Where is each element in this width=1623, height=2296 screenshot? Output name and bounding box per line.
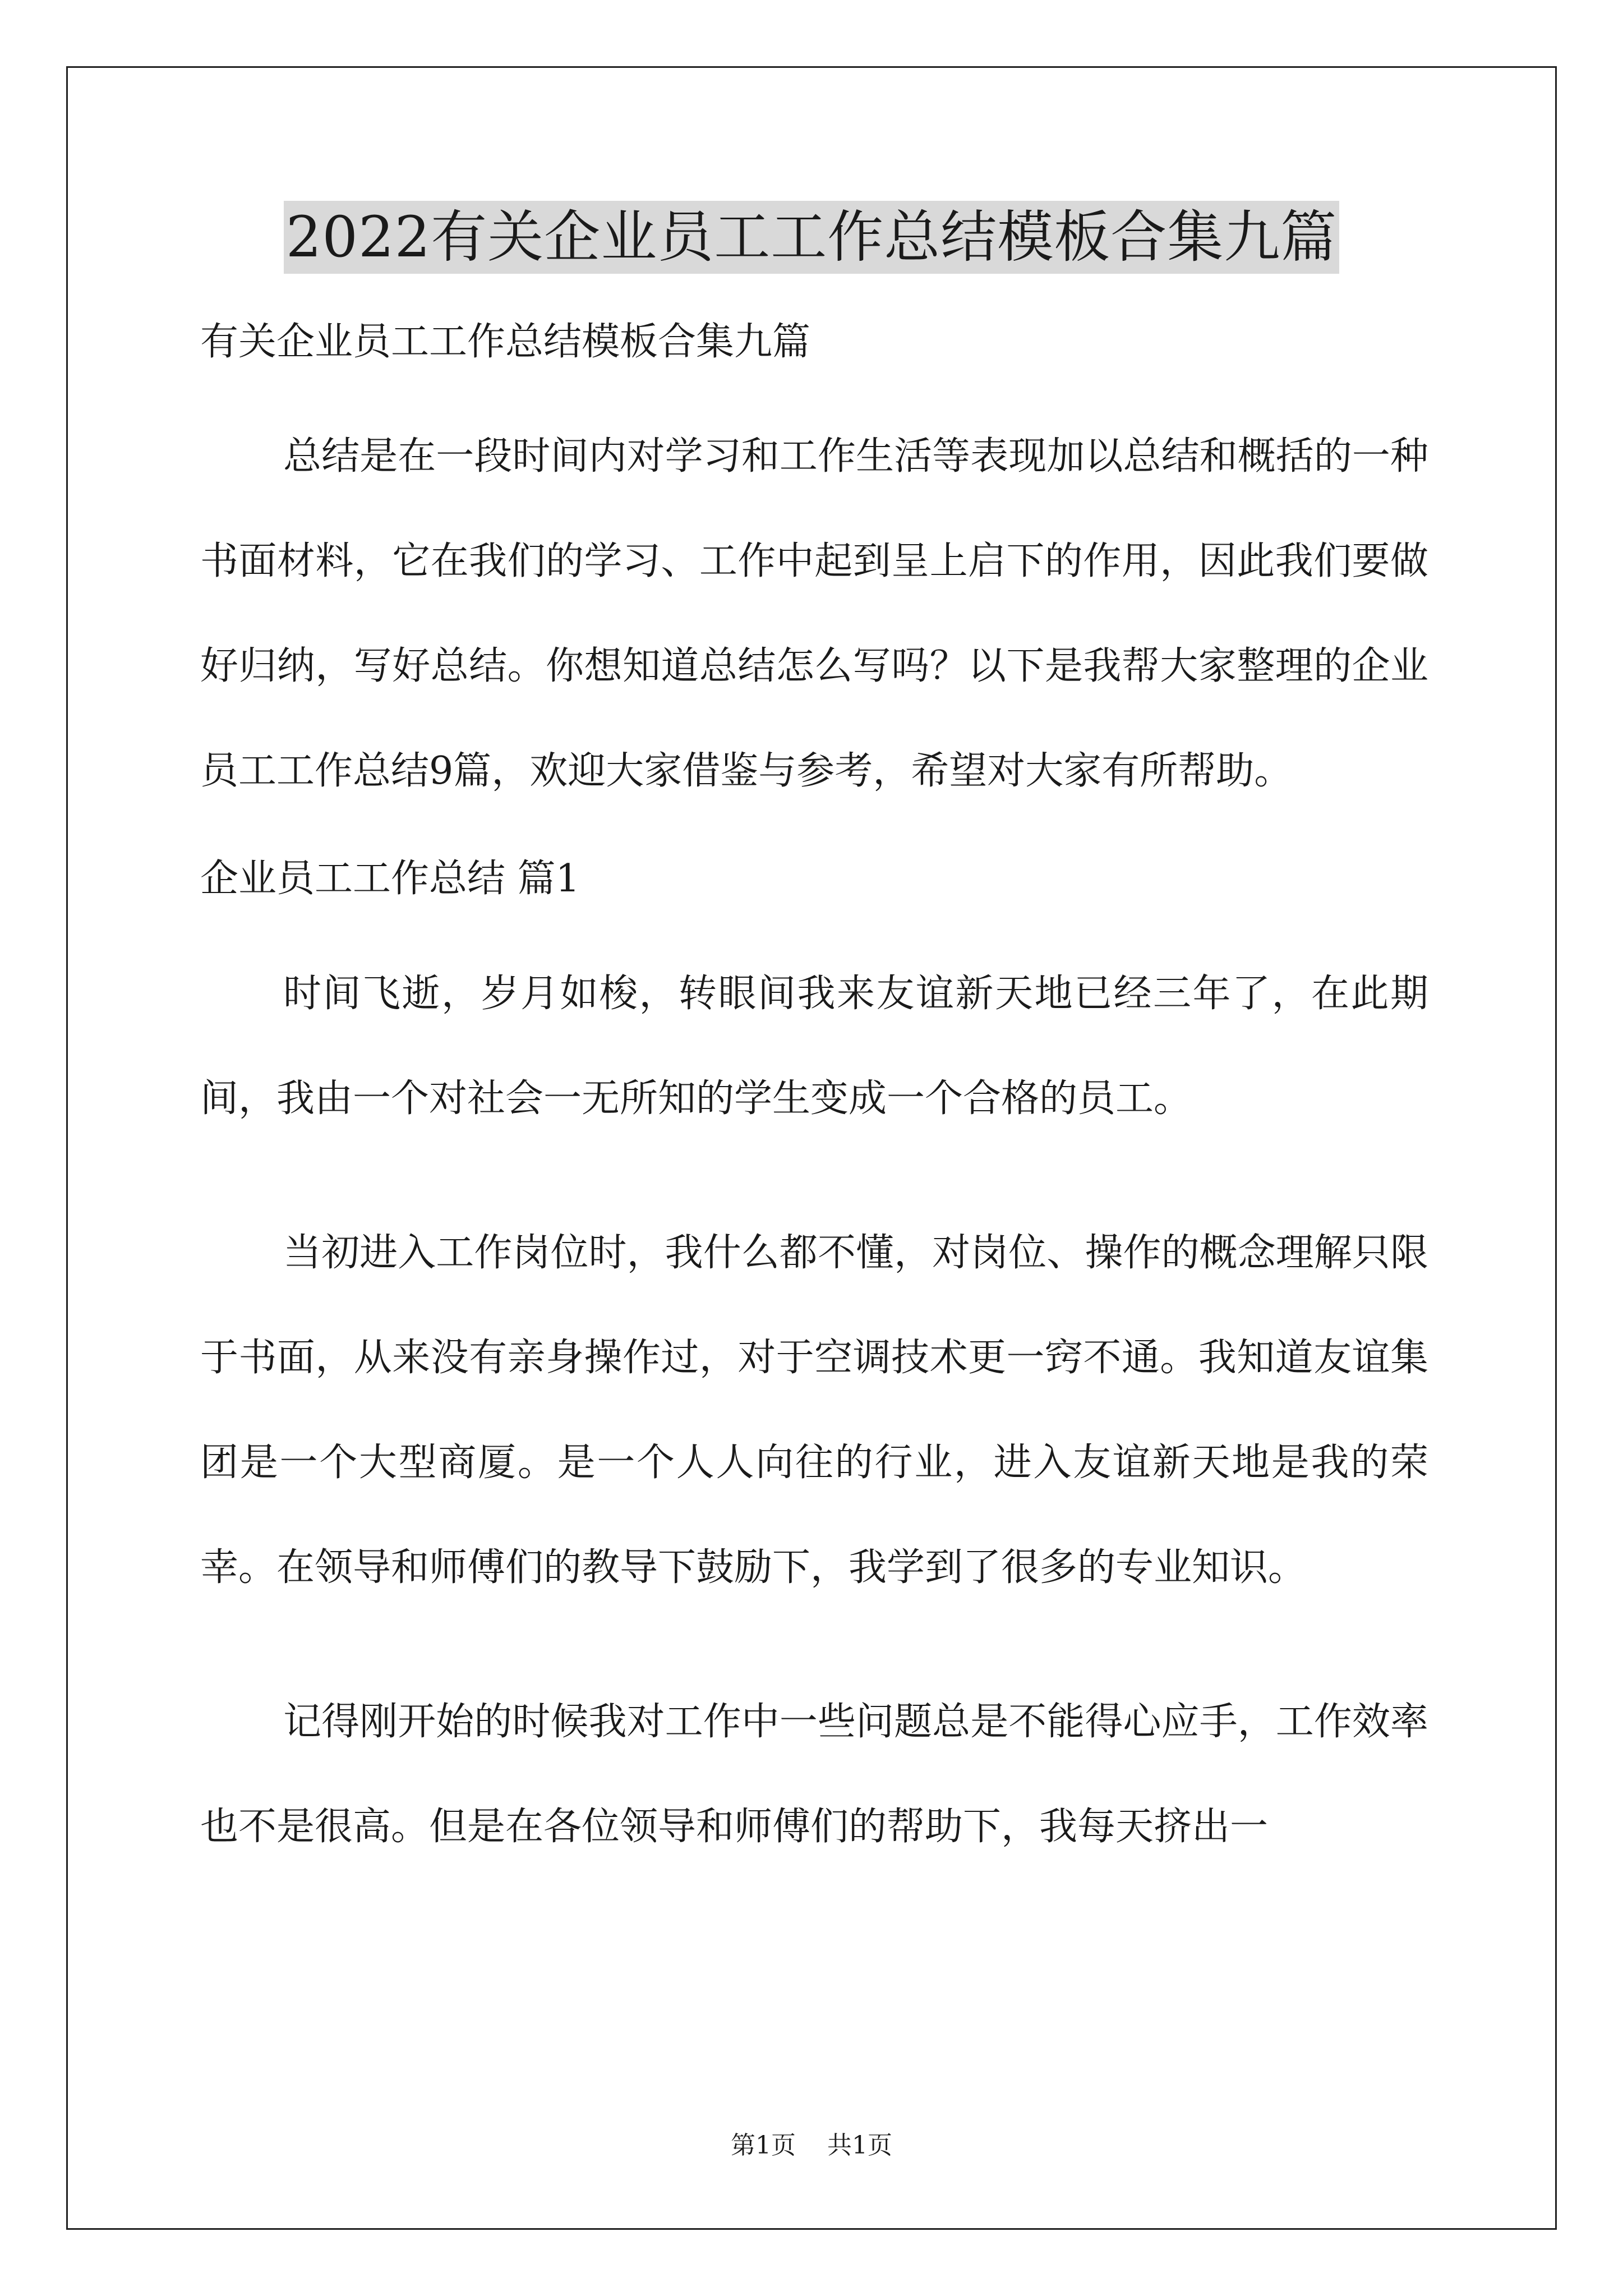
section-heading: 企业员工工作总结 篇1 (200, 857, 580, 901)
body-paragraph-3: 记得刚开始的时候我对工作中一些问题总是不能得心应手，工作效率也不是很高。但是在各位领导和师傅们的帮助下，我每天挤出一 (200, 1700, 1428, 1849)
page-total: 共1页 (827, 2131, 892, 2160)
document-title: 2022有关企业员工工作总结模板合集九篇 (284, 201, 1340, 274)
intro-paragraph: 总结是在一段时间内对学习和工作生活等表现加以总结和概括的一种书面材料，它在我们的学习、工作中起到呈上启下的作用，因此我们要做好归纳，写好总结。你想知道总结怎么写吗？以下是我帮大家整理的企业员工工作总结9篇，欢迎大家借鉴与参考，希望对大家有所帮助。 (200, 434, 1428, 793)
title-container (0, 201, 1623, 274)
page-number: 第1页 (731, 2131, 796, 2160)
body-paragraph-2: 当初进入工作岗位时，我什么都不懂，对岗位、操作的概念理解只限于书面，从来没有亲身操作过，对于空调技术更一窍不通。我知道友谊集团是一个大型商厦。是一个人人向往的行业，进入友谊新天地是我的荣幸。在领导和师傅们的教导下鼓励下，我学到了很多的专业知识。 (200, 1231, 1428, 1590)
document-subtitle: 有关企业员工工作总结模板合集九篇 (200, 320, 811, 364)
body-paragraph-1: 时间飞逝，岁月如梭，转眼间我来友谊新天地已经三年了，在此期间，我由一个对社会一无所知的学生变成一个合格的员工。 (200, 972, 1428, 1121)
document-body (200, 314, 1428, 1929)
page-footer (0, 2129, 1623, 2162)
